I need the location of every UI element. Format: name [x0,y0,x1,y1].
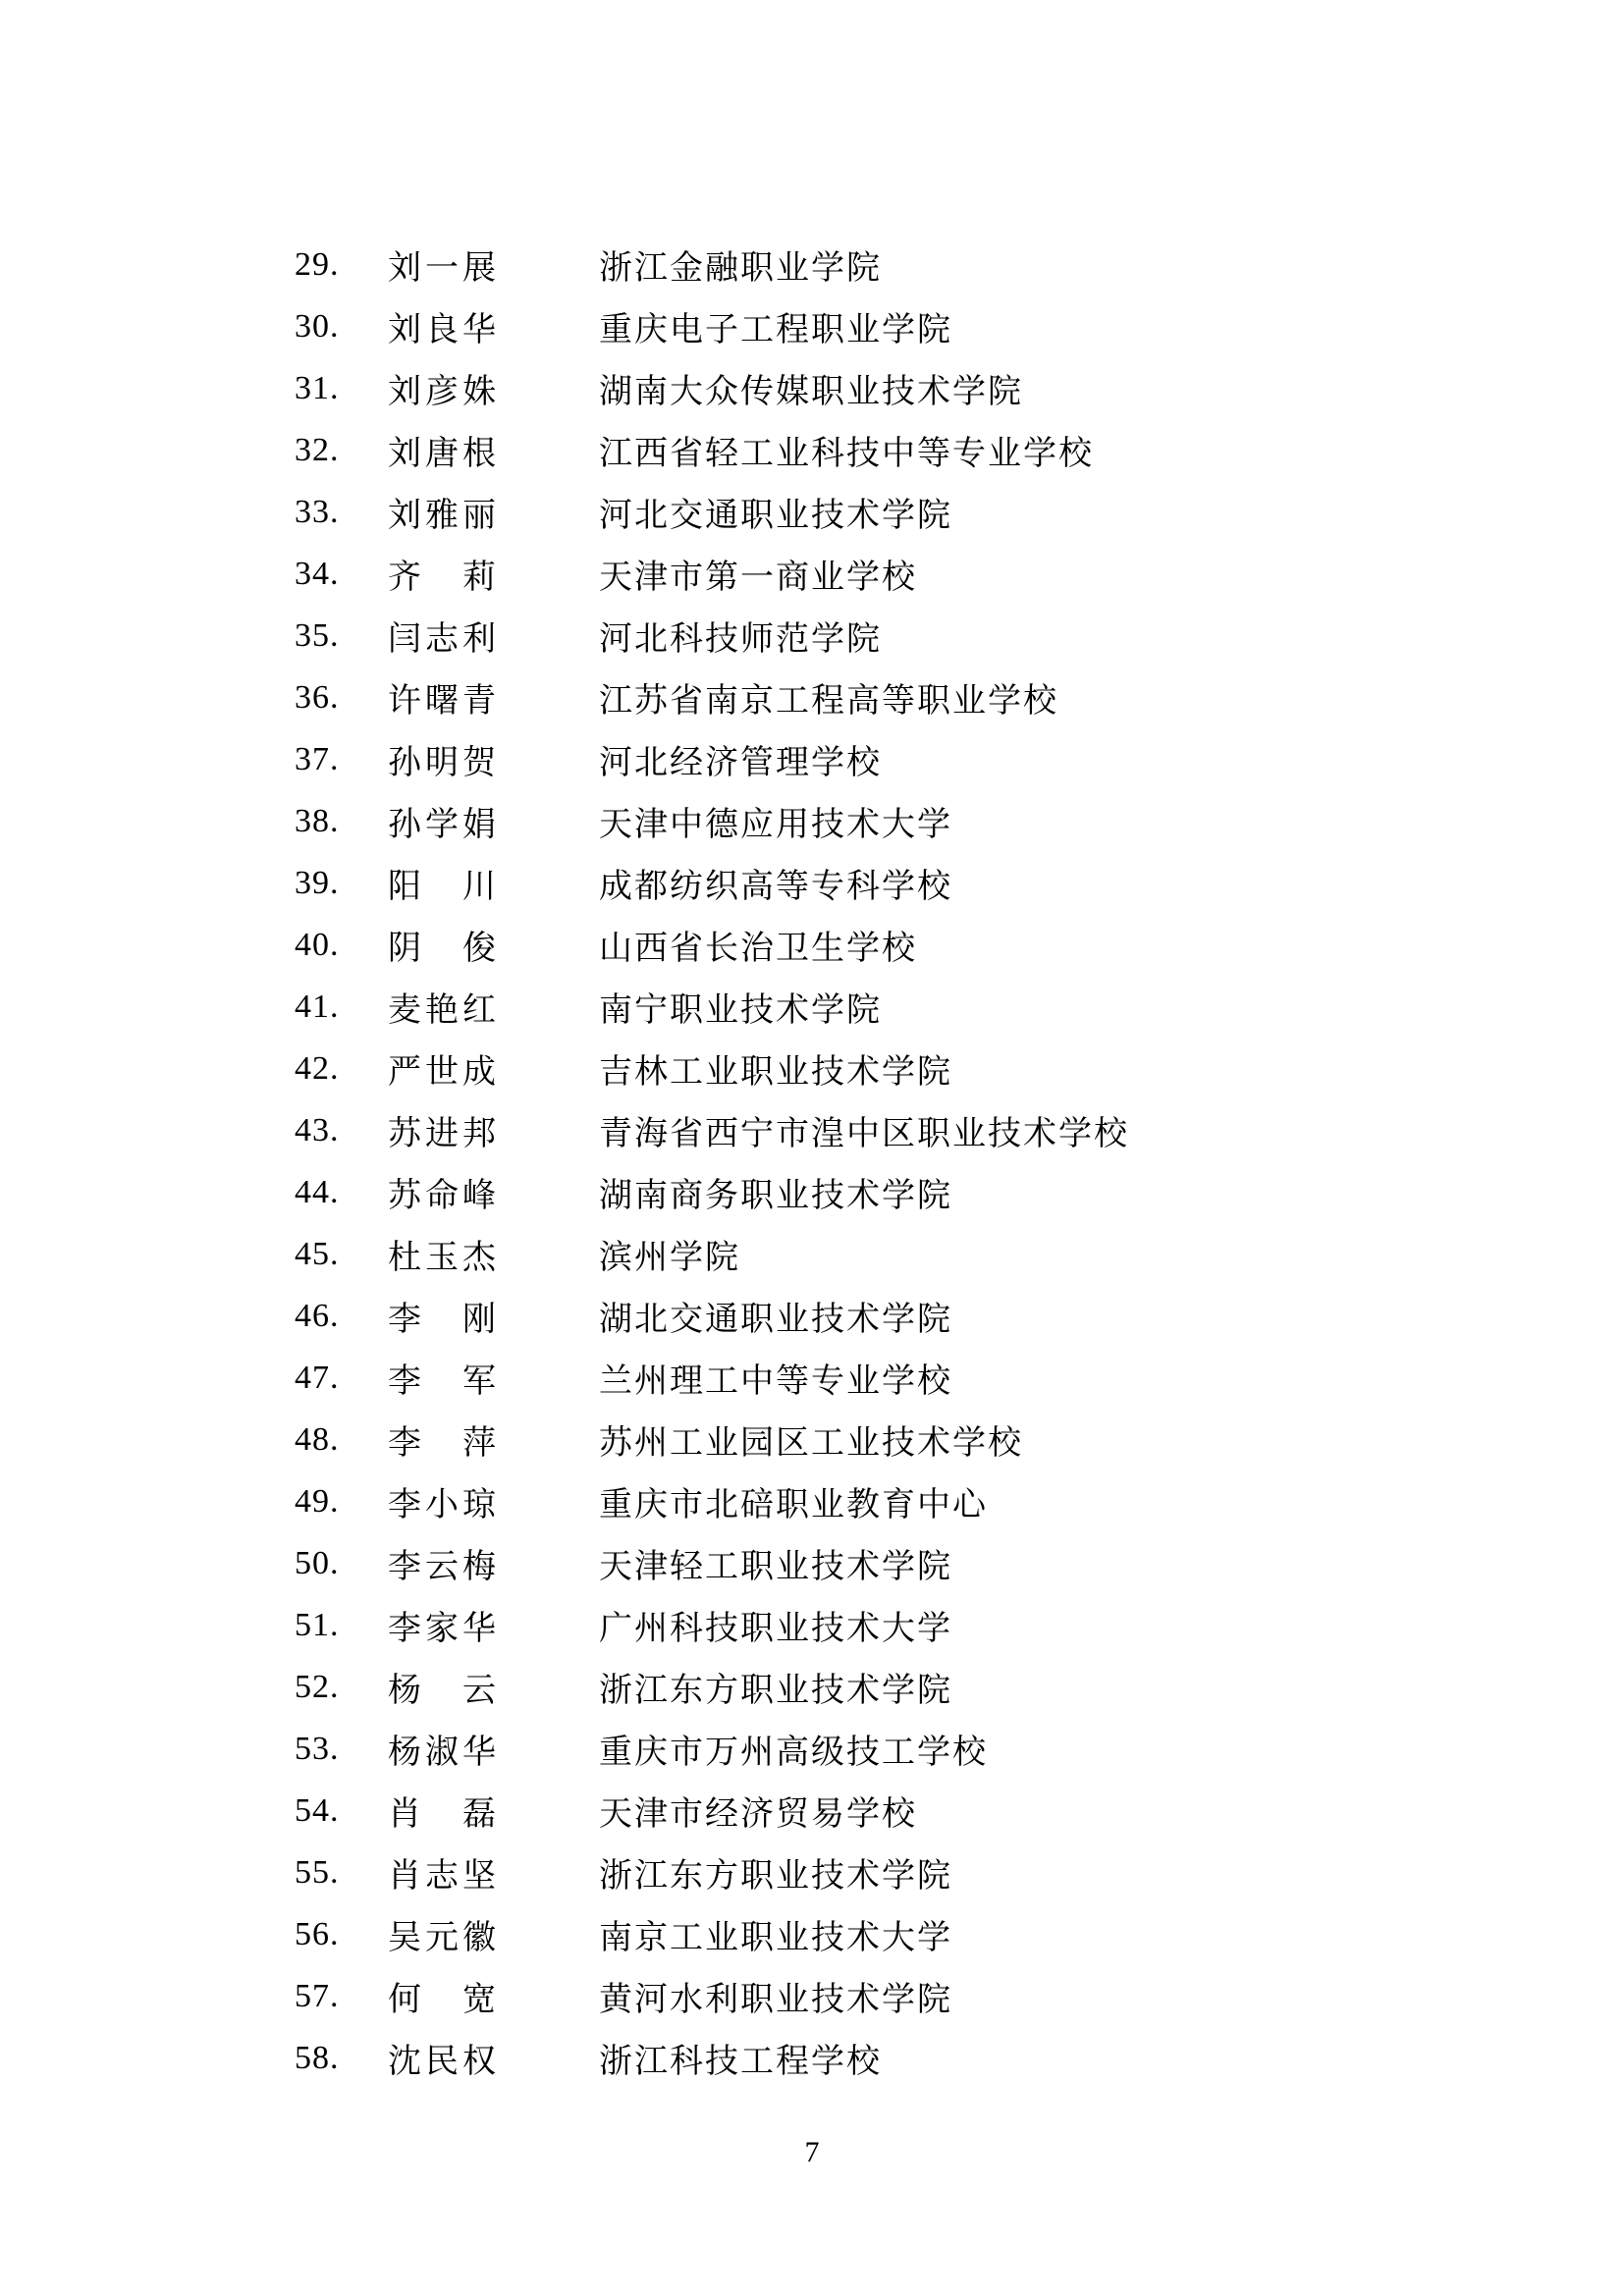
entry-school: 浙江东方职业技术学院 [599,1858,952,1895]
entry-name: 刘雅丽 [388,498,500,534]
list-item [0,976,1624,1038]
entry-name: 孙明贺 [388,745,500,781]
entry-school: 湖南大众传媒职业技术学院 [599,374,1023,410]
entry-school: 重庆电子工程职业学院 [599,312,952,348]
list-item [0,1965,1624,2027]
entry-number: 57. [295,1977,340,2014]
entry-number: 45. [295,1235,340,1272]
entry-number: 47. [295,1359,340,1396]
entry-name: 沈民权 [388,2044,500,2080]
entry-school: 湖北交通职业技术学院 [599,1302,952,1338]
list-item [0,1903,1624,1965]
list-item [0,1594,1624,1656]
entry-number: 56. [295,1915,340,1952]
entry-name: 李 军 [388,1363,500,1400]
list-item [0,1347,1624,1409]
entry-school: 浙江科技工程学校 [599,2044,882,2080]
entry-school: 苏州工业园区工业技术学校 [599,1425,1023,1462]
list-item [0,1285,1624,1347]
list-item [0,914,1624,976]
entry-number: 46. [295,1297,340,1334]
list-item [0,728,1624,790]
list-item [0,1223,1624,1285]
entry-number: 51. [295,1606,340,1643]
entry-school: 吉林工业职业技术学院 [599,1054,952,1091]
list-item [0,419,1624,481]
entry-number: 44. [295,1173,340,1210]
entry-number: 42. [295,1049,340,1087]
entry-number: 39. [295,864,340,901]
entry-number: 55. [295,1853,340,1891]
entry-name: 齐 莉 [388,560,500,596]
page-number: 7 [804,2136,820,2168]
list-item [0,1656,1624,1718]
entry-school: 湖南商务职业技术学院 [599,1178,952,1214]
list-item [0,1842,1624,1903]
entry-name: 严世成 [388,1054,500,1091]
list-item [0,1038,1624,1099]
entry-number: 36. [295,678,340,716]
entry-name: 许曙青 [388,683,500,720]
entry-number: 50. [295,1544,340,1581]
entry-number: 38. [295,802,340,839]
entry-name: 李家华 [388,1611,500,1647]
entry-school: 河北经济管理学校 [599,745,882,781]
entry-name: 阴 俊 [388,931,500,967]
name-roster-list [0,234,1624,2089]
entry-school: 天津中德应用技术大学 [599,807,952,843]
entry-school: 江西省轻工业科技中等专业学校 [599,436,1094,472]
list-item [0,481,1624,543]
entry-school: 成都纺织高等专科学校 [599,869,952,905]
entry-number: 32. [295,431,340,468]
entry-school: 山西省长治卫生学校 [599,931,917,967]
list-item [0,295,1624,357]
entry-name: 李云梅 [388,1549,500,1585]
entry-name: 闫志利 [388,621,500,658]
entry-number: 33. [295,493,340,530]
list-item [0,667,1624,728]
list-item [0,1780,1624,1842]
list-item [0,1532,1624,1594]
entry-school: 南宁职业技术学院 [599,992,882,1029]
entry-name: 杨 云 [388,1673,500,1709]
entry-number: 31. [295,369,340,406]
entry-school: 浙江东方职业技术学院 [599,1673,952,1709]
entry-school: 黄河水利职业技术学院 [599,1982,952,2018]
list-item [0,1718,1624,1780]
entry-name: 刘彦姝 [388,374,500,410]
entry-number: 34. [295,555,340,592]
entry-number: 35. [295,616,340,654]
entry-school: 天津市经济贸易学校 [599,1796,917,1833]
entry-name: 李 萍 [388,1425,500,1462]
entry-number: 41. [295,988,340,1025]
entry-school: 天津市第一商业学校 [599,560,917,596]
entry-number: 52. [295,1668,340,1705]
entry-school: 河北交通职业技术学院 [599,498,952,534]
entry-name: 刘唐根 [388,436,500,472]
list-item [0,2027,1624,2089]
entry-name: 肖 磊 [388,1796,500,1833]
entry-name: 吴元徽 [388,1920,500,1956]
entry-school: 河北科技师范学院 [599,621,882,658]
entry-number: 58. [295,2039,340,2076]
entry-school: 南京工业职业技术大学 [599,1920,952,1956]
list-item [0,1099,1624,1161]
list-item [0,1161,1624,1223]
entry-name: 肖志坚 [388,1858,500,1895]
list-item [0,852,1624,914]
entry-school: 浙江金融职业学院 [599,250,882,287]
entry-school: 重庆市北碚职业教育中心 [599,1487,988,1523]
entry-number: 48. [295,1420,340,1458]
list-item [0,357,1624,419]
entry-name: 苏命峰 [388,1178,500,1214]
entry-school: 江苏省南京工程高等职业学校 [599,683,1058,720]
list-item [0,605,1624,667]
entry-school: 青海省西宁市湟中区职业技术学校 [599,1116,1129,1152]
entry-school: 天津轻工职业技术学院 [599,1549,952,1585]
entry-name: 杨淑华 [388,1735,500,1771]
entry-name: 李小琼 [388,1487,500,1523]
list-item [0,1409,1624,1470]
entry-name: 孙学娟 [388,807,500,843]
entry-number: 29. [295,245,340,283]
entry-number: 43. [295,1111,340,1148]
list-item [0,543,1624,605]
entry-number: 40. [295,926,340,963]
entry-school: 滨州学院 [599,1240,740,1276]
entry-name: 刘一展 [388,250,500,287]
entry-number: 30. [295,307,340,345]
entry-number: 37. [295,740,340,777]
entry-school: 兰州理工中等专业学校 [599,1363,952,1400]
entry-name: 杜玉杰 [388,1240,500,1276]
entry-number: 49. [295,1482,340,1520]
entry-name: 苏进邦 [388,1116,500,1152]
entry-name: 麦艳红 [388,992,500,1029]
list-item [0,790,1624,852]
entry-number: 53. [295,1730,340,1767]
entry-name: 阳 川 [388,869,500,905]
list-item [0,234,1624,295]
entry-name: 刘良华 [388,312,500,348]
entry-name: 李 刚 [388,1302,500,1338]
entry-school: 重庆市万州高级技工学校 [599,1735,988,1771]
entry-number: 54. [295,1791,340,1829]
entry-name: 何 宽 [388,1982,500,2018]
entry-school: 广州科技职业技术大学 [599,1611,952,1647]
list-item [0,1470,1624,1532]
